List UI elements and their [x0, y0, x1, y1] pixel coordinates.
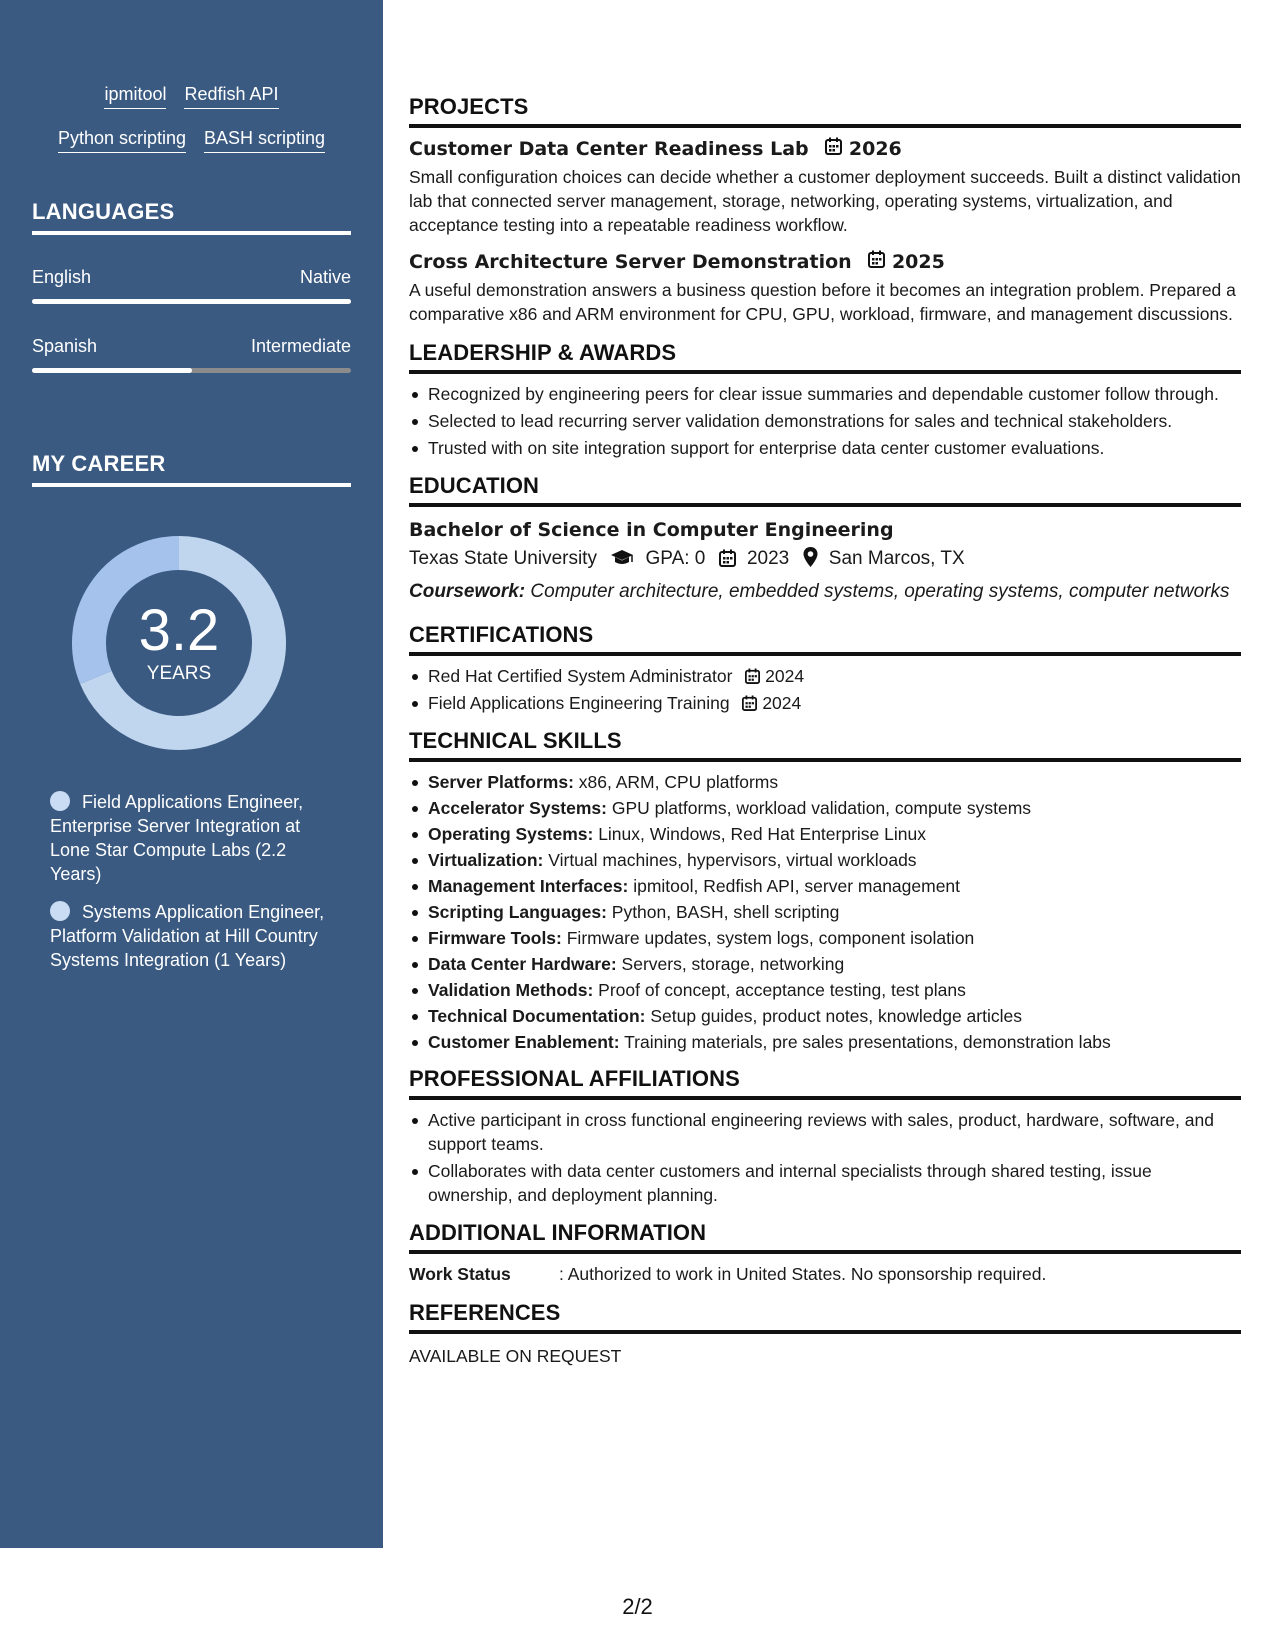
certification-year: 2024 [765, 666, 805, 686]
career-list [50, 790, 325, 986]
tag-python-scripting[interactable]: Python scripting [58, 128, 186, 153]
skill-value: GPU platforms, workload validation, compute systems [606, 798, 1032, 818]
tag-bash-scripting[interactable]: BASH scripting [204, 128, 325, 153]
leadership-heading: LEADERSHIP & AWARDS [409, 340, 1241, 374]
skill-value: x86, ARM, CPU platforms [573, 772, 779, 792]
list-item [409, 664, 1241, 688]
calendar-icon [719, 547, 736, 577]
language-proficiency-fill [32, 368, 192, 373]
legend-dot [50, 901, 70, 921]
projects-heading: PROJECTS [409, 94, 1241, 128]
donut-center [64, 528, 294, 758]
page-number: 2/2 [622, 1594, 653, 1619]
career-heading: MY CAREER [32, 451, 351, 487]
project-name: Customer Data Center Readiness Lab [409, 138, 809, 160]
additional-info-heading: ADDITIONAL INFORMATION [409, 1220, 1241, 1254]
certification-name: Red Hat Certified System Administrator [428, 666, 733, 686]
work-status-value: : Authorized to work in United States. No sponsorship required. [559, 1264, 1047, 1284]
career-donut-chart [64, 528, 294, 758]
graduation-cap-icon [610, 547, 634, 577]
work-status-label: Work Status [409, 1264, 511, 1284]
skill-tags [0, 84, 383, 172]
skill-item [409, 1030, 1241, 1054]
career-item-text: Systems Application Engineer, Platform Validation at Hill Country Systems Integration (1 Years) [50, 902, 325, 970]
location-pin-icon [803, 547, 818, 577]
language-english [32, 266, 351, 304]
references-text: AVAILABLE ON REQUEST [409, 1346, 622, 1366]
tag-ipmitool[interactable]: ipmitool [104, 84, 166, 109]
legend-dot [50, 791, 70, 811]
career-item [50, 790, 325, 886]
language-name: English [32, 267, 92, 287]
calendar-icon [825, 138, 849, 160]
affiliations-heading: PROFESSIONAL AFFILIATIONS [409, 1066, 1241, 1100]
calendar-icon [745, 666, 765, 686]
skill-label: Management Interfaces: [428, 876, 629, 896]
language-proficiency-bar [32, 299, 351, 304]
skill-label: Scripting Languages: [428, 902, 607, 922]
project-description: A useful demonstration answers a business question before it becomes an integration problem. Prepared a comparative x86 and ARM environment for CPU, GPU, workload, firmware, and management discussions. [409, 280, 1236, 324]
skill-value: Servers, storage, networking [616, 954, 845, 974]
skill-item [409, 874, 1241, 898]
work-status-row [409, 1262, 1241, 1286]
languages-heading: LANGUAGES [32, 199, 351, 235]
list-item: Active participant in cross functional engineering reviews with sales, product, hardware, software, and support teams. [409, 1108, 1241, 1156]
project-title [409, 249, 1241, 275]
skill-item [409, 900, 1241, 924]
skill-item [409, 926, 1241, 950]
skill-item [409, 822, 1241, 846]
skill-value: Training materials, pre sales presentations, demonstration labs [619, 1032, 1111, 1052]
language-proficiency-bar [32, 368, 351, 373]
language-name: Spanish [32, 336, 98, 356]
coursework-label: Coursework: [409, 581, 526, 602]
skill-label: Virtualization: [428, 850, 544, 870]
education-meta [409, 544, 1241, 577]
project-title [409, 136, 1241, 162]
references-heading: REFERENCES [409, 1300, 1241, 1334]
skill-value: Python, BASH, shell scripting [606, 902, 840, 922]
list-item [409, 691, 1241, 715]
education-school: Texas State University [409, 548, 597, 569]
skills-heading: TECHNICAL SKILLS [409, 728, 1241, 762]
tag-row [0, 128, 383, 153]
certification-year: 2024 [762, 693, 802, 713]
list-item: Selected to lead recurring server validation demonstrations for sales and technical stakeholders. [409, 409, 1241, 433]
education-gpa: GPA: 0 [645, 548, 706, 569]
career-item [50, 900, 325, 972]
skill-label: Technical Documentation: [428, 1006, 646, 1026]
skill-label: Customer Enablement: [428, 1032, 620, 1052]
career-unit-label: YEARS [146, 663, 212, 684]
skill-label: Server Platforms: [428, 772, 574, 792]
sidebar [0, 0, 383, 1548]
tag-row [0, 84, 383, 109]
education-coursework [409, 579, 1241, 604]
certifications-list [409, 664, 1241, 715]
education-degree: Bachelor of Science in Computer Engineering [409, 519, 894, 541]
education-year: 2023 [746, 548, 790, 569]
skill-item [409, 952, 1241, 976]
coursework-text: Computer architecture, embedded systems, operating systems, computer networks [525, 581, 1230, 602]
skills-list [409, 770, 1241, 1054]
education-heading: EDUCATION [409, 473, 1241, 507]
project-name: Cross Architecture Server Demonstration [409, 251, 852, 273]
career-item-text: Field Applications Engineer, Enterprise Server Integration at Lone Star Compute Labs (2.2 Years) [50, 792, 304, 884]
language-spanish [32, 335, 351, 373]
skill-label: Firmware Tools: [428, 928, 562, 948]
skill-label: Validation Methods: [428, 980, 594, 1000]
leadership-list [409, 382, 1241, 460]
skill-item [409, 848, 1241, 872]
list-item: Collaborates with data center customers and internal specialists through shared testing, issue ownership, and deployment planning. [409, 1159, 1241, 1207]
language-level: Native [299, 267, 351, 287]
list-item: Recognized by engineering peers for clear issue summaries and dependable customer follow through. [409, 382, 1241, 406]
skill-value: Virtual machines, hypervisors, virtual workloads [543, 850, 917, 870]
skill-label: Operating Systems: [428, 824, 594, 844]
skill-label: Accelerator Systems: [428, 798, 607, 818]
project-year: 2026 [848, 138, 902, 160]
project-year: 2025 [891, 251, 945, 273]
skill-item [409, 770, 1241, 794]
list-item: Trusted with on site integration support for enterprise data center customer evaluations. [409, 436, 1241, 460]
skill-item [409, 1004, 1241, 1028]
skill-label: Data Center Hardware: [428, 954, 617, 974]
skill-value: ipmitool, Redfish API, server management [628, 876, 961, 896]
calendar-icon [742, 693, 762, 713]
skill-item [409, 796, 1241, 820]
certifications-heading: CERTIFICATIONS [409, 622, 1241, 656]
education-location: San Marcos, TX [828, 548, 965, 569]
affiliations-list [409, 1108, 1241, 1207]
certification-name: Field Applications Engineering Training [428, 693, 730, 713]
language-proficiency-fill [32, 299, 351, 304]
project-description: Small configuration choices can decide whether a customer deployment succeeds. Built a distinct validation lab that connected server management, storage, networking, operating systems, virtualization, and acceptance testing into a repeatable readiness workflow. [409, 167, 1241, 235]
skill-value: Setup guides, product notes, knowledge articles [645, 1006, 1022, 1026]
skill-value: Proof of concept, acceptance testing, test plans [593, 980, 966, 1000]
main-content [409, 94, 1241, 1368]
calendar-icon [868, 251, 892, 273]
career-total-years: 3.2 [138, 598, 220, 663]
skill-value: Linux, Windows, Red Hat Enterprise Linux [593, 824, 926, 844]
tag-redfish-api[interactable]: Redfish API [184, 84, 278, 109]
language-level: Intermediate [250, 336, 351, 356]
skill-value: Firmware updates, system logs, component isolation [561, 928, 975, 948]
skill-item [409, 978, 1241, 1002]
